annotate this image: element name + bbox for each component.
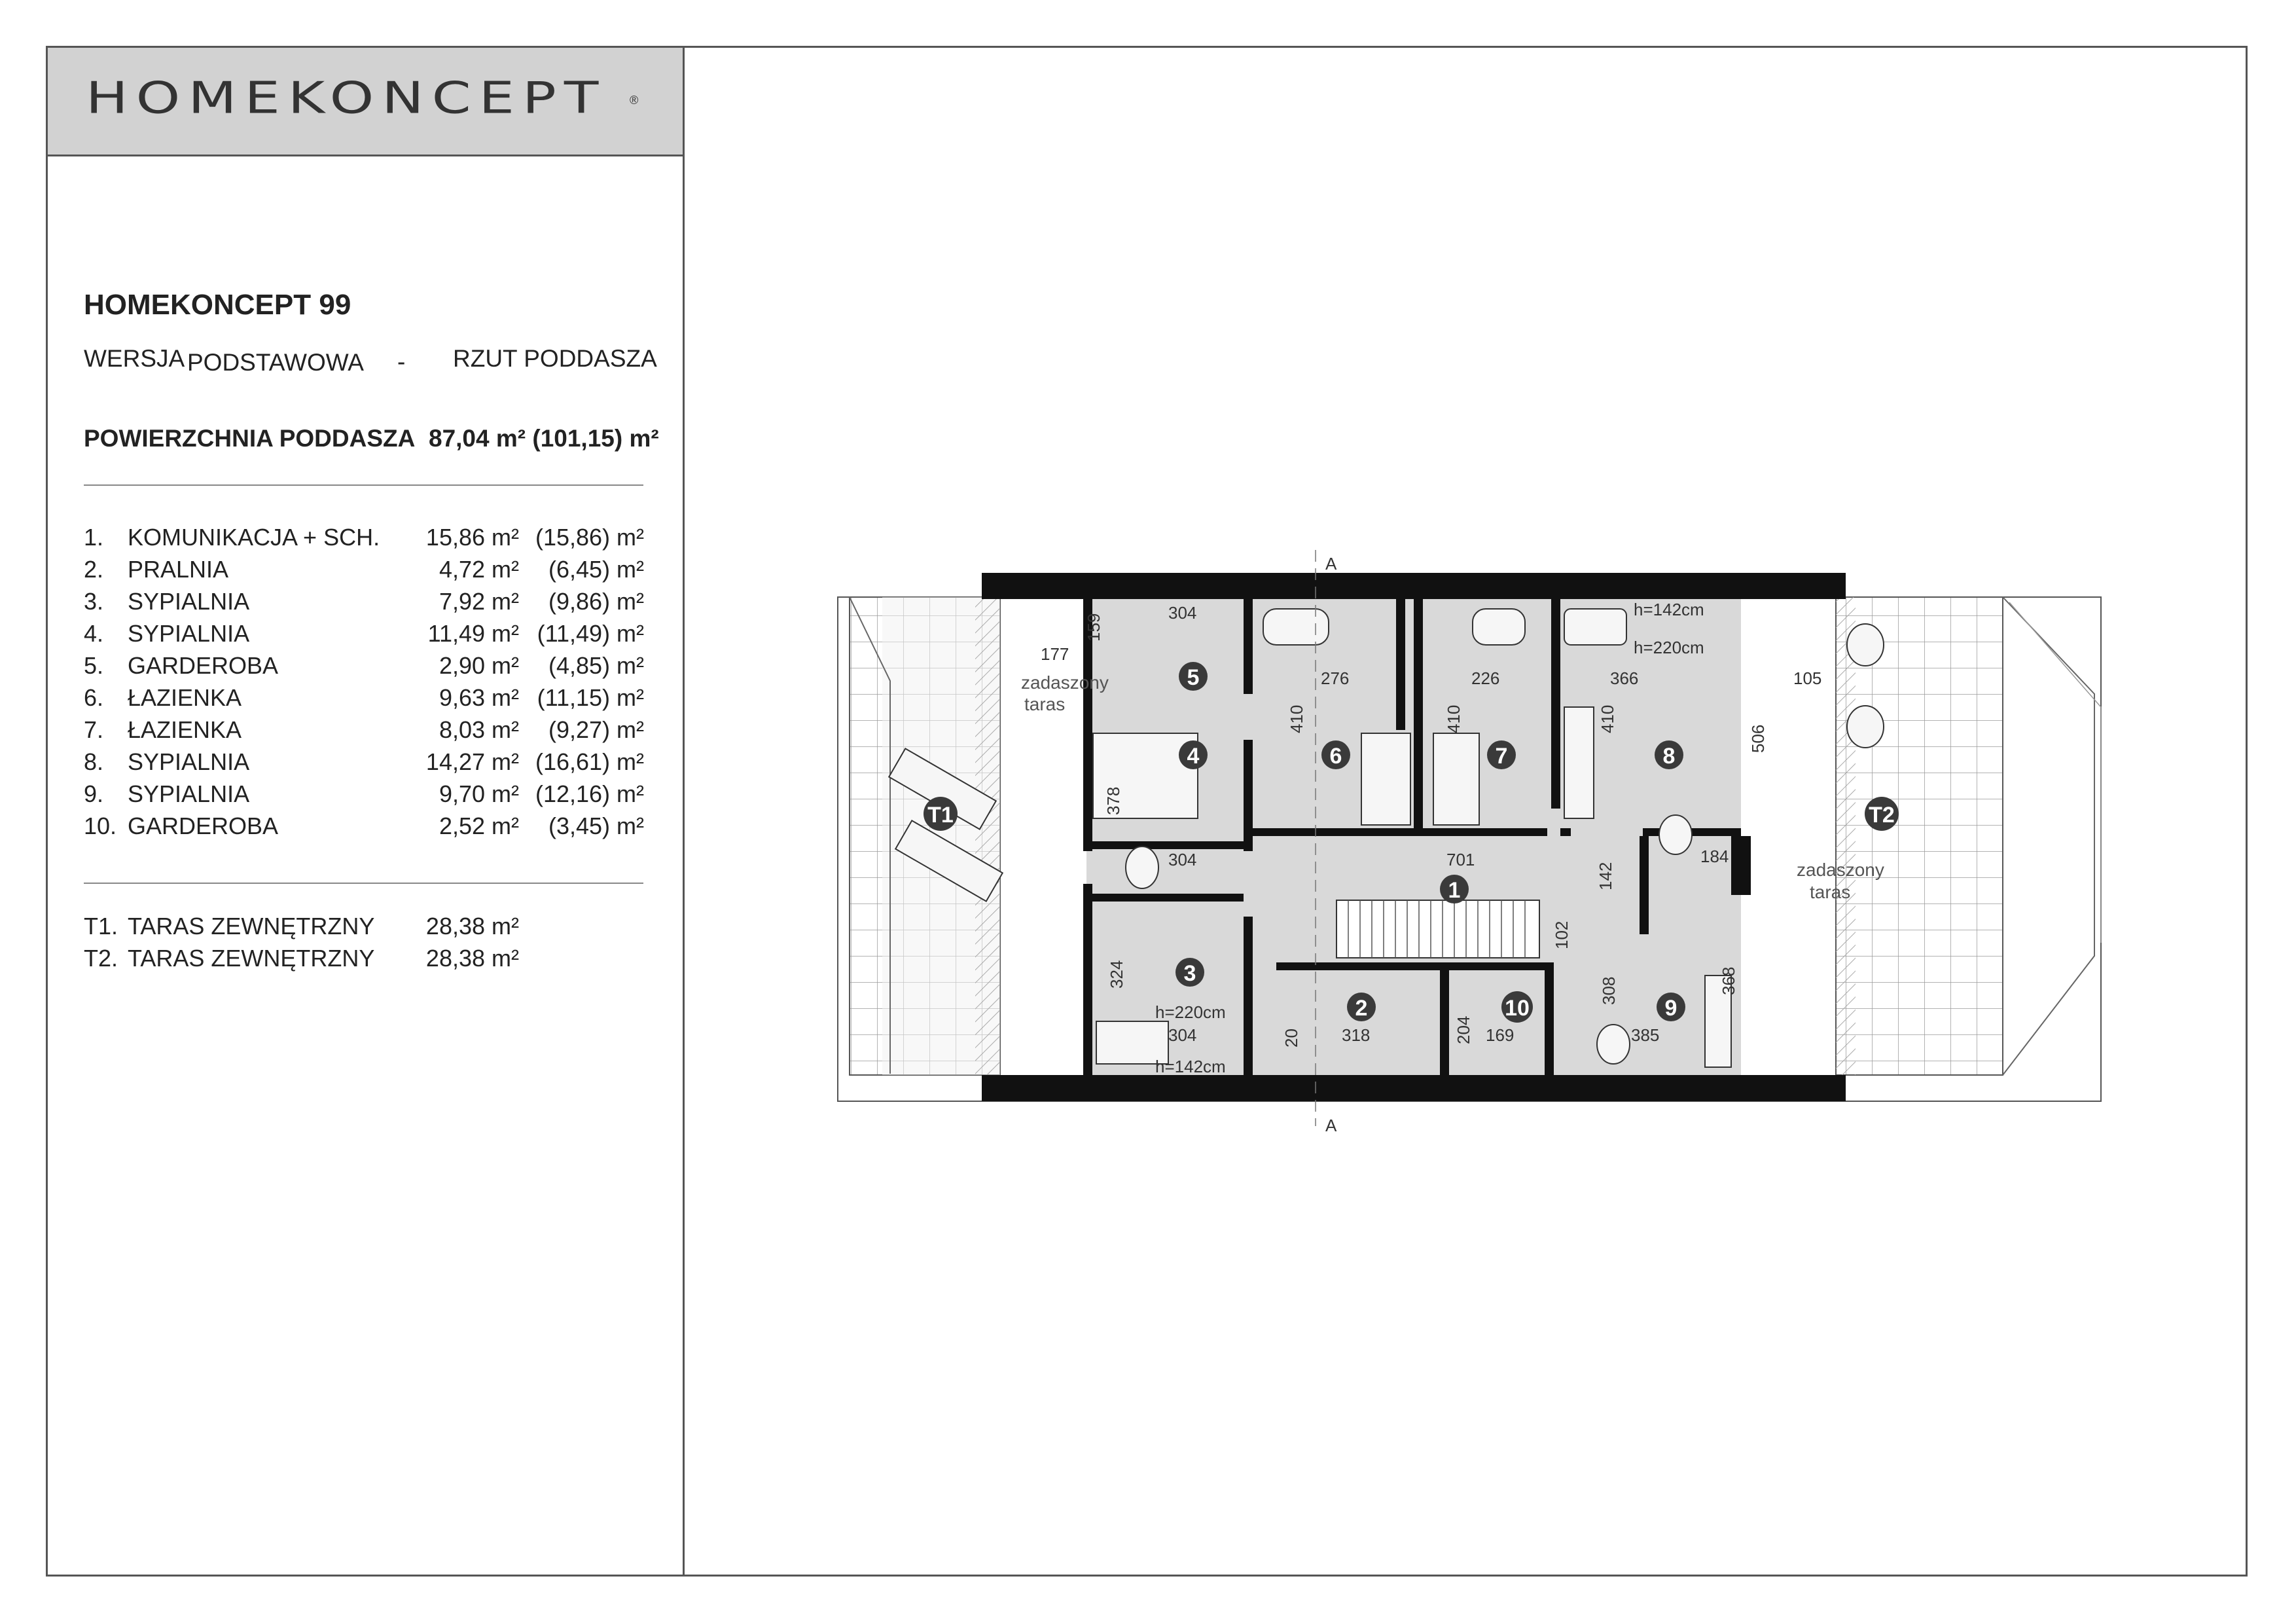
dim-label: 105 bbox=[1793, 668, 1822, 688]
height-label: h=142cm bbox=[1634, 600, 1704, 619]
dim-label: 276 bbox=[1321, 668, 1350, 688]
room-badge-label: 7 bbox=[1495, 744, 1508, 769]
version-separator: - bbox=[397, 348, 406, 375]
room-row bbox=[84, 556, 653, 586]
room-area: 2,90 m² bbox=[439, 652, 519, 679]
area-value: 87,04 m² (101,15) m² bbox=[429, 425, 659, 452]
room-row bbox=[84, 748, 653, 778]
room-badge-label: 5 bbox=[1187, 665, 1200, 690]
room-number: 10. bbox=[84, 812, 117, 839]
room-area-gross: (4,85) m² bbox=[548, 652, 644, 679]
covered-terrace-label: zadaszony bbox=[1021, 672, 1109, 693]
room-badge bbox=[1655, 740, 1683, 769]
room-area: 14,27 m² bbox=[425, 748, 519, 775]
dim-label: 304 bbox=[1168, 1025, 1197, 1045]
room-badge-label: 10 bbox=[1505, 996, 1530, 1021]
room-area-gross: (12,16) m² bbox=[535, 780, 644, 807]
dim-label: 701 bbox=[1446, 850, 1475, 869]
terrace-area: 28,38 m² bbox=[425, 913, 519, 939]
room-name: ŁAZIENKA bbox=[128, 716, 242, 743]
room-badge bbox=[1179, 740, 1208, 769]
room-area-gross: (15,86) m² bbox=[535, 524, 644, 551]
terrace-row bbox=[84, 945, 653, 975]
room-badge bbox=[1865, 797, 1899, 831]
wall-bottom bbox=[982, 1075, 1846, 1101]
room-badge bbox=[1347, 993, 1376, 1021]
dim-label: 20 bbox=[1282, 1029, 1301, 1048]
room-area-gross: (9,27) m² bbox=[548, 716, 644, 743]
dim-label: 204 bbox=[1454, 1015, 1473, 1044]
room-row bbox=[84, 620, 653, 650]
height-label: h=220cm bbox=[1155, 1002, 1226, 1022]
room-area-gross: (11,15) m² bbox=[537, 684, 644, 711]
room-badge bbox=[1321, 740, 1350, 769]
dim-label: 368 bbox=[1719, 966, 1738, 995]
room-number: 6. bbox=[84, 684, 104, 711]
section-mark: A bbox=[1325, 554, 1337, 574]
room-badge-label: 4 bbox=[1187, 744, 1200, 769]
room-name: SYPIALNIA bbox=[128, 748, 250, 775]
registered-mark: ® bbox=[630, 94, 639, 107]
room-area-gross: (6,45) m² bbox=[548, 556, 644, 583]
room-number: 2. bbox=[84, 556, 104, 583]
room-badge bbox=[1440, 875, 1469, 903]
room-area: 4,72 m² bbox=[439, 556, 519, 583]
terrace-name: TARAS ZEWNĘTRZNY bbox=[128, 945, 375, 972]
room-badge-label: 2 bbox=[1355, 996, 1368, 1021]
room-name: SYPIALNIA bbox=[128, 620, 250, 647]
terrace-number: T1. bbox=[84, 913, 118, 939]
dim-label: 410 bbox=[1598, 704, 1617, 733]
room-badge bbox=[1657, 993, 1685, 1021]
section-mark: A bbox=[1325, 1116, 1337, 1135]
room-number: 1. bbox=[84, 524, 104, 551]
wall-top bbox=[982, 573, 1846, 599]
room-row bbox=[84, 684, 653, 714]
room-area-gross: (11,49) m² bbox=[537, 620, 644, 647]
room-badge bbox=[1175, 958, 1204, 987]
room-number: 4. bbox=[84, 620, 104, 647]
dim-label: 308 bbox=[1599, 976, 1619, 1005]
covered-terrace-label: taras bbox=[1810, 882, 1851, 902]
dim-label: 410 bbox=[1444, 704, 1463, 733]
room-row bbox=[84, 780, 653, 811]
panel-divider bbox=[683, 46, 685, 1577]
room-row bbox=[84, 588, 653, 618]
covered-terrace-label: zadaszony bbox=[1797, 860, 1884, 880]
dim-label: 169 bbox=[1486, 1025, 1515, 1045]
room-number: 3. bbox=[84, 588, 104, 615]
covered-terrace-label: taras bbox=[1024, 694, 1066, 714]
dim-label: 506 bbox=[1748, 724, 1768, 753]
room-area-gross: (16,61) m² bbox=[535, 748, 644, 775]
room-badge-label: 6 bbox=[1329, 744, 1342, 769]
view-name: RZUT PODDASZA bbox=[453, 345, 657, 372]
room-name: PRALNIA bbox=[128, 556, 229, 583]
room-badge bbox=[1487, 740, 1516, 769]
room-name: ŁAZIENKA bbox=[128, 684, 242, 711]
room-badge-label: 8 bbox=[1662, 744, 1676, 769]
height-label: h=220cm bbox=[1634, 638, 1704, 657]
room-area: 15,86 m² bbox=[425, 524, 519, 551]
room-area: 11,49 m² bbox=[427, 620, 519, 647]
room-area: 7,92 m² bbox=[439, 588, 519, 615]
dim-label: 177 bbox=[1041, 644, 1069, 664]
project-title: HOMEKONCEPT 99 bbox=[84, 289, 351, 321]
divider-line bbox=[84, 484, 643, 486]
room-row bbox=[84, 524, 653, 554]
dim-label: 304 bbox=[1168, 850, 1197, 869]
dim-label: 184 bbox=[1700, 847, 1729, 866]
room-badge-label: 9 bbox=[1664, 996, 1677, 1021]
divider-line bbox=[84, 883, 643, 884]
brand-logo: HOMEKONCEPT bbox=[86, 73, 607, 124]
area-label: POWIERZCHNIA PODDASZA bbox=[84, 425, 416, 452]
room-area-gross: (3,45) m² bbox=[548, 812, 644, 839]
room-badge-label: T2 bbox=[1869, 803, 1895, 828]
room-area: 9,70 m² bbox=[439, 780, 519, 807]
room-badge bbox=[1179, 662, 1208, 691]
terrace-name: TARAS ZEWNĘTRZNY bbox=[128, 913, 375, 939]
room-name: KOMUNIKACJA + SCH. bbox=[128, 524, 380, 551]
room-row bbox=[84, 716, 653, 746]
room-name: GARDEROBA bbox=[128, 812, 279, 839]
room-name: SYPIALNIA bbox=[128, 588, 250, 615]
dim-label: 304 bbox=[1168, 603, 1197, 623]
room-row bbox=[84, 652, 653, 682]
dim-label: 378 bbox=[1103, 786, 1123, 815]
room-name: GARDEROBA bbox=[128, 652, 279, 679]
dim-label: 142 bbox=[1596, 862, 1615, 890]
room-number: 8. bbox=[84, 748, 104, 775]
terrace-row bbox=[84, 913, 653, 943]
terrace-number: T2. bbox=[84, 945, 118, 972]
room-area: 8,03 m² bbox=[439, 716, 519, 743]
room-area-gross: (9,86) m² bbox=[548, 588, 644, 615]
room-badge-label: 1 bbox=[1448, 878, 1461, 903]
room-name: SYPIALNIA bbox=[128, 780, 250, 807]
room-badge bbox=[1501, 991, 1533, 1023]
dim-label: 159 bbox=[1084, 613, 1103, 642]
dim-label: 318 bbox=[1342, 1025, 1371, 1045]
dim-label: 324 bbox=[1107, 960, 1126, 989]
dim-label: 410 bbox=[1287, 704, 1306, 733]
dim-label: 366 bbox=[1610, 668, 1639, 688]
room-row bbox=[84, 812, 653, 843]
room-number: 7. bbox=[84, 716, 104, 743]
room-number: 5. bbox=[84, 652, 104, 679]
floor-plan bbox=[825, 537, 2140, 1146]
room-area: 9,63 m² bbox=[439, 684, 519, 711]
dim-label: 226 bbox=[1471, 668, 1500, 688]
version-value: PODSTAWOWA bbox=[187, 349, 364, 376]
room-badge-label: 3 bbox=[1183, 961, 1196, 986]
height-label: h=142cm bbox=[1155, 1057, 1226, 1076]
dim-label: 385 bbox=[1631, 1025, 1660, 1045]
room-number: 9. bbox=[84, 780, 104, 807]
room-area: 2,52 m² bbox=[439, 812, 519, 839]
brand-header bbox=[48, 48, 683, 156]
terrace-area: 28,38 m² bbox=[425, 945, 519, 972]
dim-label: 102 bbox=[1552, 921, 1571, 949]
staircase bbox=[1336, 900, 1539, 958]
room-badge-label: T1 bbox=[927, 803, 954, 828]
version-label: WERSJA bbox=[84, 345, 185, 372]
room-badge bbox=[924, 797, 958, 831]
